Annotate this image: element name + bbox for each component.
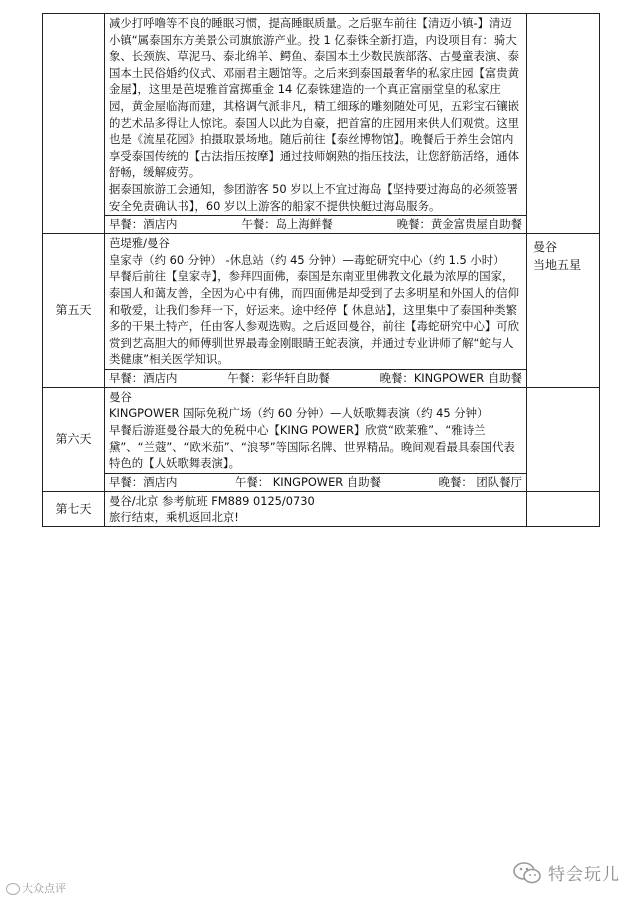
day-label: 第五天 (43, 234, 105, 388)
lunch-text: 午餐：彩华轩自助餐 (227, 370, 330, 385)
paragraph: 早餐后游逛曼谷最大的免税中心【KING POWER】欣赏“欧莱雅”、“雅诗兰黛”、“兰蔻”、“欧米茄”、“浪琴”等国际名牌、世界精品。晚间观看最具泰国代表特色的【人妖歌舞表演】。 (109, 423, 515, 471)
day-label: 第六天 (43, 387, 105, 491)
watermark-text: 特会玩儿 (548, 865, 620, 885)
dinner-text: 晚餐：黄金富贵屋自助餐 (396, 217, 522, 232)
route-text: 曼谷/北京 参考航班 FM889 0125/0730 (109, 493, 315, 508)
schedule-text: KINGPOWER 国际免税广场（约 60 分钟）—人妖歌舞表演（约 45 分钟） (109, 406, 489, 421)
breakfast-text: 早餐：酒店内 (109, 474, 178, 489)
schedule-text: 皇家寺（约 60 分钟） -休息站（约 45 分钟）—毒蛇研究中心（约 1.5 小时） (109, 252, 505, 267)
itinerary-row-day7 (43, 491, 600, 526)
hotel-city: 曼谷 (533, 240, 558, 255)
wechat-icon (512, 861, 542, 885)
note-text: 旅行结束，乘机返回北京! (109, 510, 239, 525)
paragraph: 减少打呼噜等不良的睡眠习惯，提高睡眠质量。之后驱车前往【清迈小镇-】清迈小镇“属泰国东方美景公司旗旅游产业。投 1 亿泰铢全新打造，内设项目有：骑大象、长颈族、草泥马、泰北绵羊、鳄鱼、泰国本土少数民族部落、古曼童表演、泰国本土民俗婚约仪式、邓丽君主题馆等。之后来到泰国最奢华的私家庄园【富贵黄金屋】，这里是芭堤雅首富掷重金 14 亿泰铢建造的一个真正富丽堂皇的私家庄园，黄金屋临海而建，其格调气派非凡，精工细琢的雕刻随处可见，五彩宝石镶嵌的艺术品多得让人惊诧。泰国人以此为自豪，把首富的庄园用来供人们观赏。这里也是《流星花园》拍摄取景场地。随后前往【泰丝博物馆】。晚餐后于养生会馆内享受泰国传统的【古法指压按摩】通过技师娴熟的指压技法，让您舒筋活络，通体舒畅，缓解疲劳。 (109, 16, 520, 180)
paragraph: 早餐后前往【皇家寺】，参拜四面佛，泰国是东南亚里佛教文化最为浓厚的国家，泰国人和蔼友善，全因为心中有佛，而四面佛是却受到了去多明星和外国人的信仰和敬爱，让我们参拜一下，好运来。途中经停【 休息站】，这里集中了泰国种类繁多的干果土特产，任由客人参观选购。之后返回曼谷，前往【毒蛇研究中心】可欣赏到艺高胆大的师傅驯世界最毒金刚眼睛王蛇表演，并通过专业讲师了解“蛇与人类健康”相关医学知识。 (109, 269, 520, 367)
source-mark-text: 大众点评 (22, 882, 66, 895)
dinner-text: 晚餐：KINGPOWER 自助餐 (379, 370, 522, 385)
itinerary-row-continued (43, 14, 600, 234)
content-cell (105, 387, 527, 491)
watermark (512, 860, 620, 885)
hotel-cell-empty (527, 491, 600, 526)
hotel-cell (527, 234, 600, 388)
content-cell (105, 14, 527, 234)
meals-row (105, 369, 526, 387)
breakfast-text: 早餐：酒店内 (109, 370, 178, 385)
hotel-level: 当地五星 (533, 258, 582, 273)
day-cell-empty (43, 14, 105, 234)
breakfast-text: 早餐：酒店内 (109, 217, 178, 232)
paragraph: 据泰国旅游工会通知，参团游客 50 岁以上不宜过海岛【坚持要过海岛的必须签署安全免责确认书】，60 岁以上游客的船家不提供快艇过海岛服务。 (109, 181, 519, 213)
hotel-cell-empty (527, 387, 600, 491)
content-cell (105, 234, 527, 388)
content-cell (105, 491, 527, 526)
itinerary-row-day5 (43, 234, 600, 388)
route-text: 芭堤雅/曼谷 (109, 236, 170, 251)
source-mark (6, 880, 66, 896)
meals-row (105, 215, 526, 233)
meals-row (105, 473, 526, 491)
hotel-cell-empty (527, 14, 600, 234)
lunch-text: 午餐： KINGPOWER 自助餐 (235, 474, 381, 489)
route-text: 曼谷 (109, 389, 132, 404)
lunch-text: 午餐：岛上海鲜餐 (241, 217, 333, 232)
dinner-text: 晚餐： 团队餐厅 (438, 474, 522, 489)
itinerary-row-day6 (43, 387, 600, 491)
source-logo-icon (6, 883, 20, 895)
itinerary-table (42, 13, 600, 527)
day-label: 第七天 (43, 491, 105, 526)
